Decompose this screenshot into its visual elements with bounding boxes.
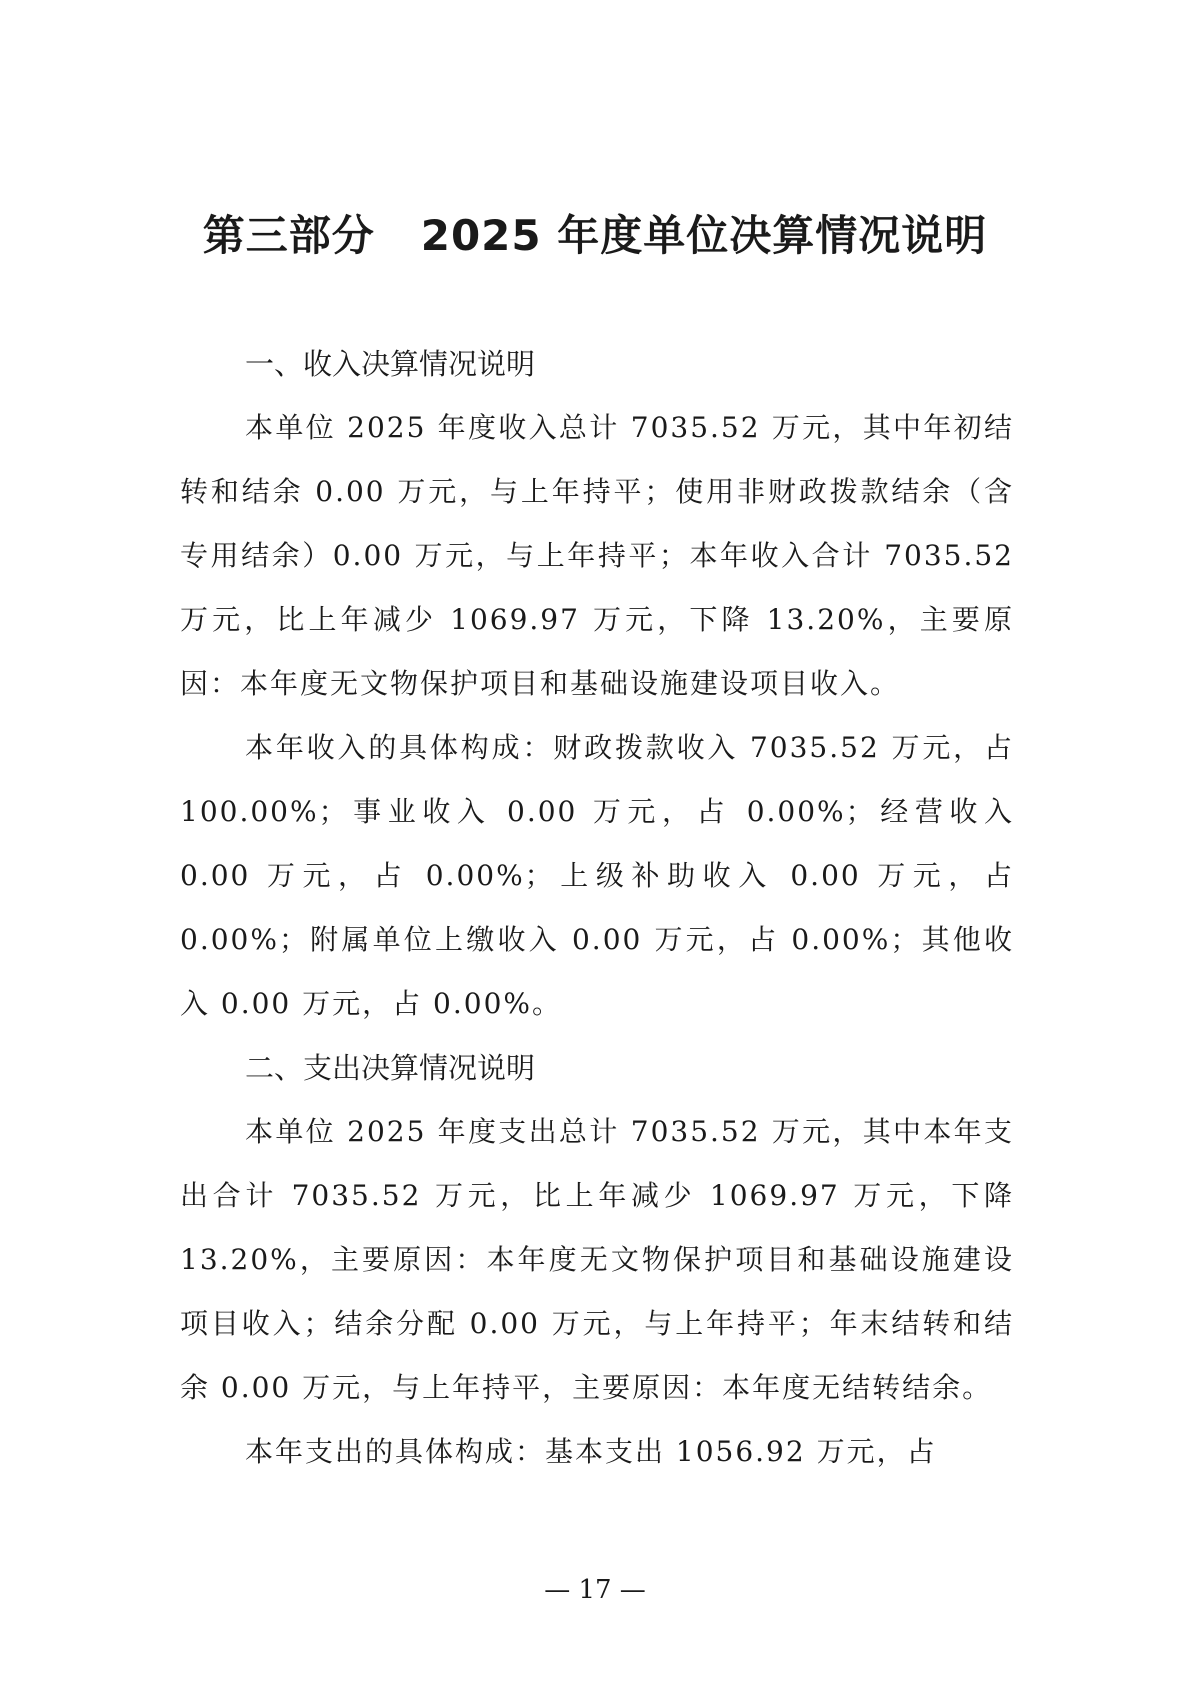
- title-part: 第三部分: [202, 211, 375, 260]
- paragraph-income-composition: 本年收入的具体构成：财政拨款收入 7035.52 万元，占 100.00%；事业收入 0.00 万元，占 0.00%；经营收入 0.00 万元，占 0.00%；上级补助收入 0.00 万元，占 0.00%；附属单位上缴收入 0.00 万元，占 0.00%；其他收入 0.00 万元，占 0.00%。: [180, 731, 1014, 1020]
- section-heading-income: 一、收入决算情况说明: [245, 347, 536, 381]
- paragraph-income-total: 本单位 2025 年度收入总计 7035.52 万元，其中年初结转和结余 0.00 万元，与上年持平；使用非财政拨款结余（含专用结余）0.00 万元，与上年持平；本年收入合计 7035.52 万元，比上年减少 1069.97 万元，下降 13.20%，主要原因：本年度无文物保护项目和基础设施建设项目收入。: [180, 411, 1014, 700]
- section-expenditure: [180, 1036, 1014, 1484]
- section-heading-expenditure: 二、支出决算情况说明: [245, 1051, 536, 1085]
- section-income: [180, 332, 1014, 1036]
- title-main: 2025 年度单位决算情况说明: [420, 211, 988, 260]
- paragraph-expenditure-total: 本单位 2025 年度支出总计 7035.52 万元，其中本年支出合计 7035.52 万元，比上年减少 1069.97 万元，下降 13.20%，主要原因：本年度无文物保护项目和基础设施建设项目收入；结余分配 0.00 万元，与上年持平；年末结转和结余 0.00 万元，与上年持平，主要原因：本年度无结转结余。: [180, 1115, 1014, 1404]
- page-title: [0, 208, 1190, 264]
- document-body: [180, 332, 1014, 1484]
- paragraph-expenditure-composition: 本年支出的具体构成：基本支出 1056.92 万元，占: [245, 1435, 937, 1468]
- page-number: — 17 —: [544, 1575, 646, 1605]
